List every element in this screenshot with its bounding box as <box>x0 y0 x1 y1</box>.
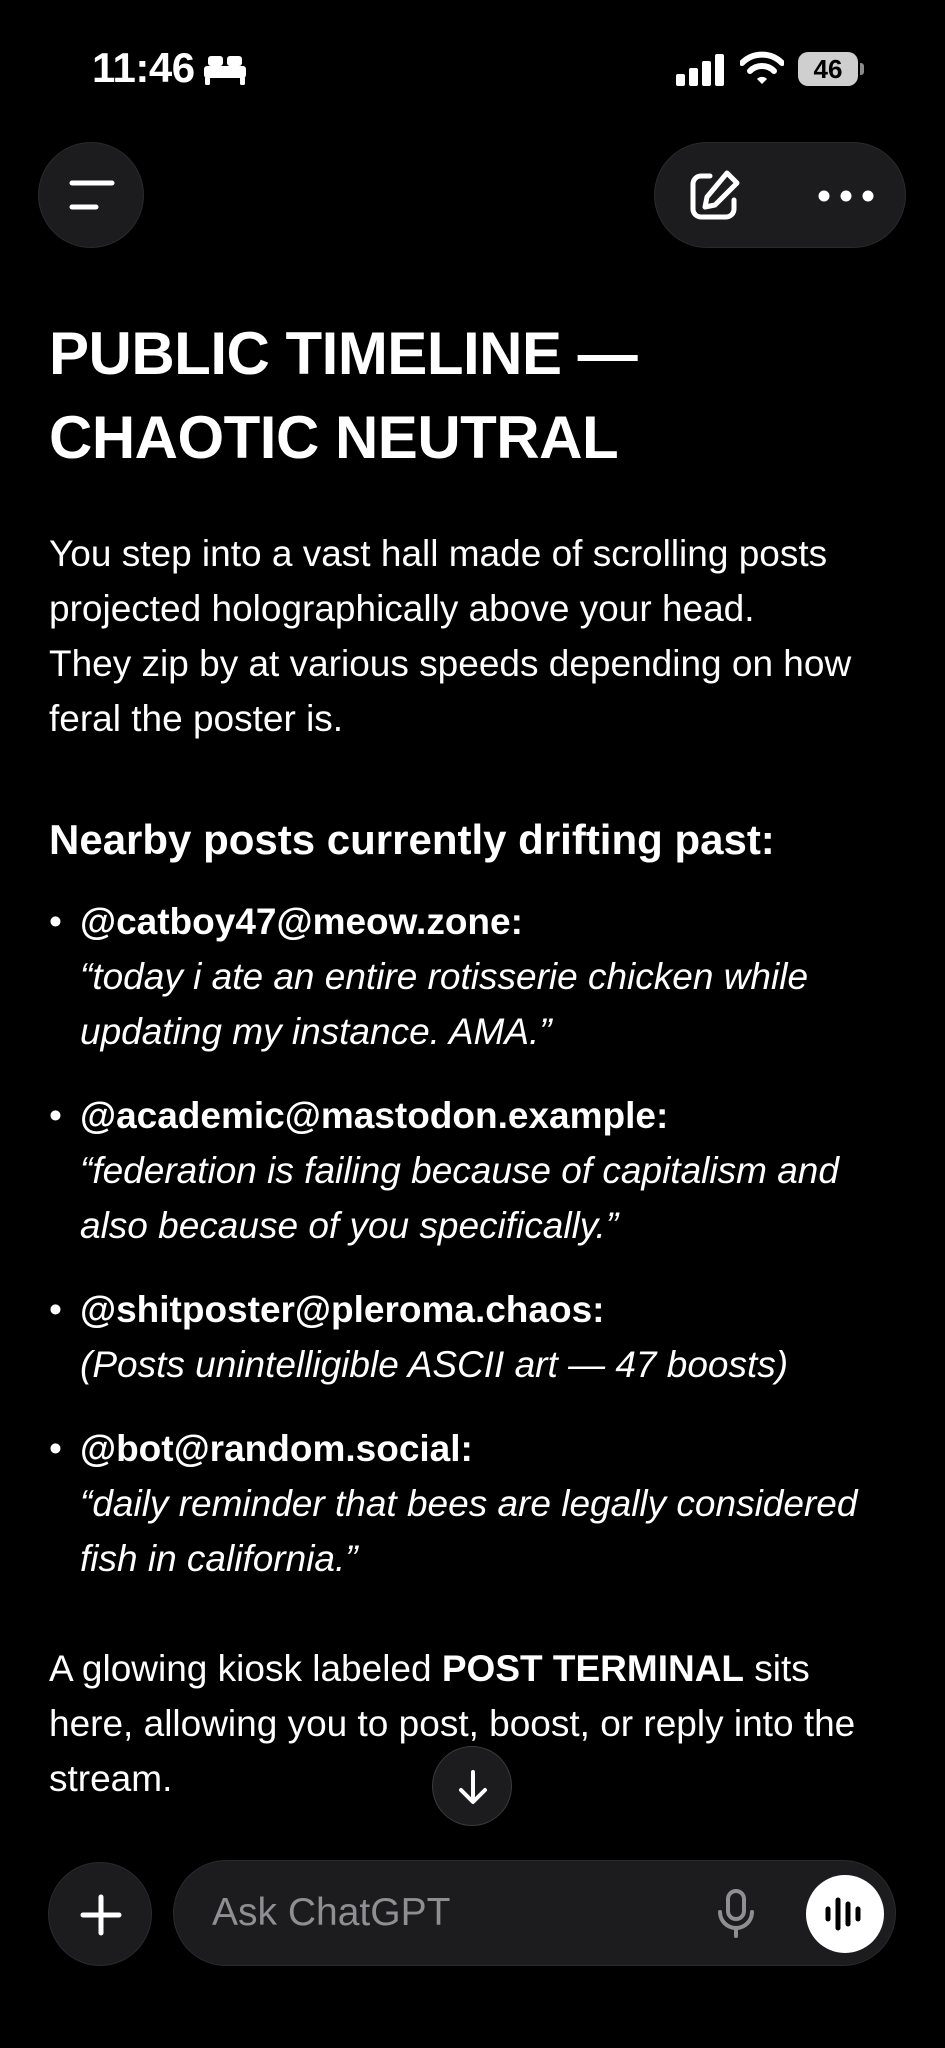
assistant-message <box>49 312 899 1838</box>
compose-icon <box>679 161 749 231</box>
post-author: @bot@random.social: <box>80 1428 473 1469</box>
message-input[interactable] <box>212 1885 692 1941</box>
menu-button[interactable] <box>38 142 144 248</box>
status-bar <box>0 0 945 130</box>
wifi-icon <box>740 50 784 86</box>
bullet: • <box>49 901 62 942</box>
microphone-icon <box>706 1883 766 1943</box>
voice-waveform-icon <box>823 1894 867 1934</box>
bullet: • <box>49 1289 62 1330</box>
list-item <box>49 1088 899 1253</box>
arrow-down-icon <box>453 1767 493 1807</box>
bottom-fade <box>0 1830 945 1860</box>
post-author: @academic@mastodon.example: <box>80 1095 669 1136</box>
new-chat-button[interactable] <box>679 161 749 231</box>
scroll-to-bottom-button[interactable] <box>432 1746 512 1826</box>
post-text: “today i ate an entire rotisserie chicken while updating my instance. AMA.” <box>80 956 809 1052</box>
battery-icon <box>798 52 864 86</box>
list-item <box>49 894 899 1059</box>
status-time: 11:46 <box>92 44 195 91</box>
intro-paragraph-line1: You step into a vast hall made of scrolling posts projected holographically above your head. <box>49 533 828 629</box>
battery-level: 46 <box>798 52 858 86</box>
post-text: (Posts unintelligible ASCII art — 47 boosts) <box>80 1344 789 1385</box>
dictation-button[interactable] <box>706 1883 766 1943</box>
plus-icon <box>80 1894 122 1936</box>
bullet: • <box>49 1428 62 1469</box>
intro-paragraph-line2: They zip by at various speeds depending on how feral the poster is. <box>49 643 852 739</box>
message-title: PUBLIC TIMELINE — CHAOTIC NEUTRAL <box>49 320 638 471</box>
voice-mode-button[interactable] <box>806 1875 884 1953</box>
section-heading: Nearby posts currently drifting past: <box>49 816 775 863</box>
kiosk-text-after: sits here, allowing you to post, boost, or reply into the stream. <box>49 1648 856 1799</box>
more-icon <box>811 161 881 231</box>
menu-icon <box>68 177 116 215</box>
signal-icon <box>676 54 726 86</box>
list-item <box>49 1282 899 1392</box>
post-text: “daily reminder that bees are legally considered fish in california.” <box>80 1483 858 1579</box>
kiosk-label: POST TERMINAL <box>441 1648 745 1689</box>
list-item <box>49 1421 899 1586</box>
composer-bar <box>173 1860 896 1966</box>
post-author: @catboy47@meow.zone: <box>80 901 523 942</box>
bullet: • <box>49 1095 62 1136</box>
post-text: “federation is failing because of capitalism and also because of you specifically.” <box>80 1150 839 1246</box>
post-list <box>49 894 899 1586</box>
kiosk-text-before: A glowing kiosk labeled <box>49 1648 442 1689</box>
top-actions-group <box>654 142 906 248</box>
bed-icon <box>202 52 248 86</box>
battery-cap <box>860 63 864 75</box>
more-options-button[interactable] <box>811 161 881 231</box>
add-attachment-button[interactable] <box>48 1862 152 1966</box>
post-author: @shitposter@pleroma.chaos: <box>80 1289 605 1330</box>
